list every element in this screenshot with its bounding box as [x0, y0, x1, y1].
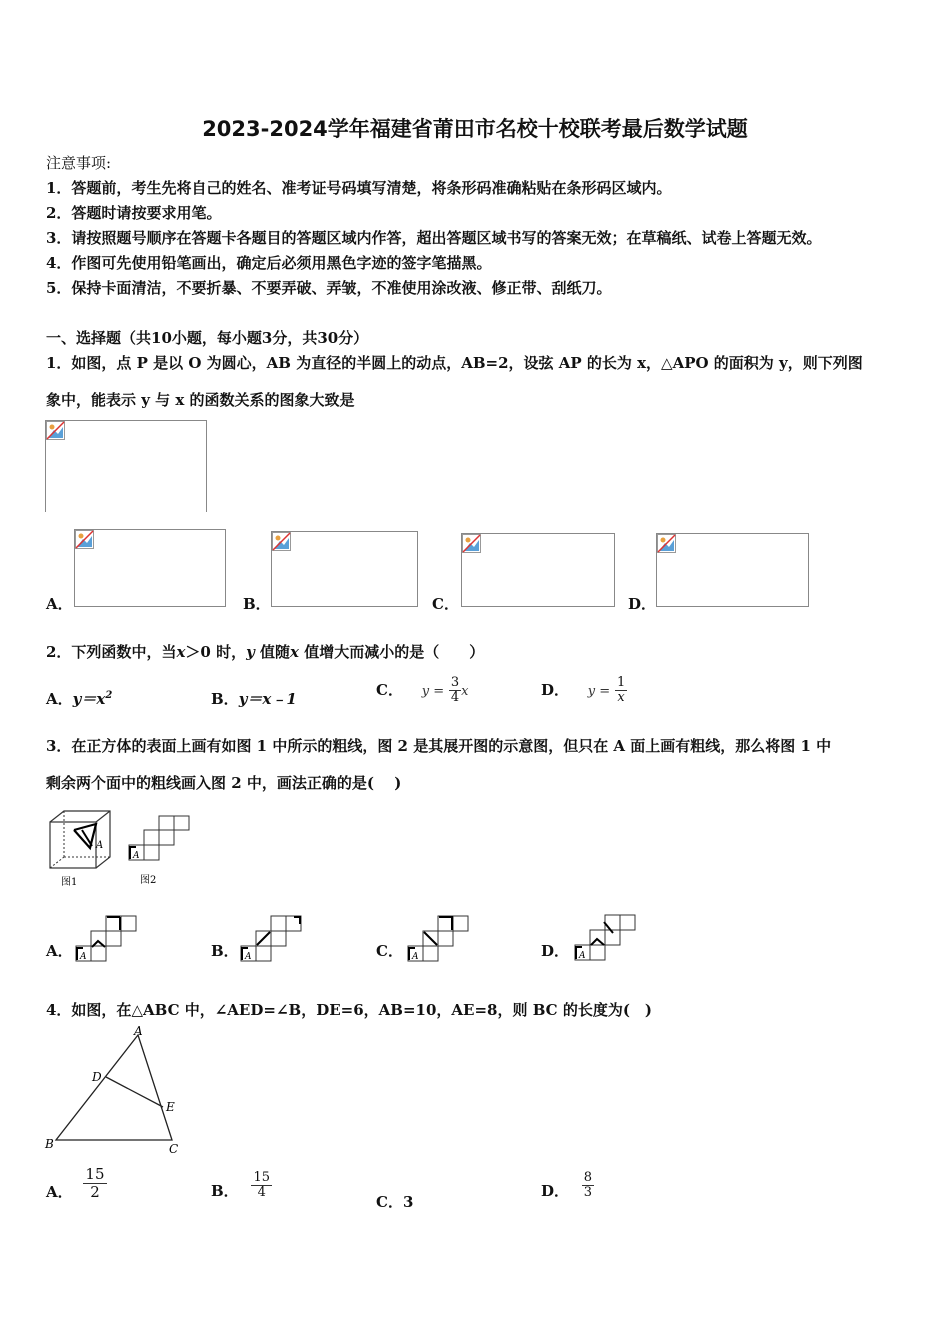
q1-stem-line1: 1．如图，点 P 是以 O 为圆心，AB 为直径的半圆上的动点，AB=2，设弦 AP 的长为 x，△APO 的面积为 y，则下列图	[46, 354, 863, 372]
q3-option-d-label: D．	[541, 942, 570, 960]
q3-stem-line1: 3．在正方体的表面上画有如图 1 中所示的粗线，图 2 是其展开图的示意图，但只在 A 面上画有粗线，那么将图 1 中	[46, 737, 832, 755]
svg-text:A: A	[245, 952, 252, 962]
svg-text:A: A	[80, 952, 87, 962]
section-heading: 一、选择题（共10小题，每小题3分，共30分）	[46, 329, 369, 347]
broken-image-icon	[46, 421, 65, 440]
q1-option-d-image	[656, 533, 809, 607]
q2-option-c: C． y = $\frac{3}{4}$ x	[376, 675, 469, 706]
svg-text:B: B	[45, 1137, 54, 1151]
svg-text:A: A	[133, 851, 140, 861]
q4-option-c: C．3	[376, 1193, 414, 1211]
q2-option-d: D． y = $\frac{1}{x}$	[541, 675, 626, 706]
q1-stem-line2: 象中，能表示 y 与 x 的函数关系的图象大致是	[46, 391, 355, 409]
svg-text:图2: 图2	[140, 875, 157, 886]
q3-option-c-figure	[406, 914, 470, 962]
notice-item-2: 2．答题时请按要求用笔。	[46, 204, 222, 222]
broken-image-icon	[272, 532, 291, 551]
q1-option-d-label: D．	[628, 595, 657, 613]
q3-option-d-figure	[573, 911, 637, 961]
broken-image-icon	[75, 530, 94, 549]
q4-stem: 4．如图，在△ABC 中，∠AED=∠B，DE=6，AB=10，AE=8，则 BC 的长度为( )	[46, 1001, 653, 1019]
q3-option-b-label: B．	[211, 942, 239, 960]
q4-option-b: B． $\frac{15}{4}$	[211, 1170, 271, 1201]
svg-text:A: A	[96, 840, 104, 851]
svg-text:图1: 图1	[61, 877, 78, 888]
notice-item-1: 1．答题前，考生先将自己的姓名、准考证号码填写清楚，将条形码准确粘贴在条形码区域内。	[46, 179, 672, 197]
q2-option-b: B．y＝x﹣1	[211, 690, 297, 708]
q3-option-b-figure	[239, 914, 303, 962]
notice-heading: 注意事项:	[46, 154, 112, 172]
q4-option-d: D． $\frac{8}{3}$	[541, 1170, 593, 1201]
q3-option-a-label: A．	[46, 942, 73, 960]
broken-image-icon	[657, 534, 676, 553]
q4-triangle-figure	[42, 1025, 190, 1157]
q4-option-a: A． $\frac{15}{2}$	[46, 1165, 105, 1201]
broken-image-icon	[462, 534, 481, 553]
q3-stem-line2: 剩余两个面中的粗线画入图 2 中，画法正确的是( )	[46, 774, 402, 792]
q1-option-a-label: A．	[46, 595, 73, 613]
svg-text:C: C	[169, 1142, 179, 1156]
page-title: 2023-2024学年福建省莆田市名校十校联考最后数学试题	[202, 117, 748, 141]
svg-text:E: E	[166, 1100, 175, 1114]
notice-item-4: 4．作图可先使用铅笔画出，确定后必须用黑色字迹的签字笔描黑。	[46, 254, 492, 272]
q1-figure-image	[45, 420, 207, 512]
q1-option-c-image	[461, 533, 615, 607]
svg-text:A: A	[134, 1025, 143, 1038]
q3-net-figure	[126, 815, 192, 890]
q3-cube-figure	[46, 808, 118, 890]
q3-option-a-figure	[74, 914, 138, 962]
svg-text:A: A	[412, 952, 419, 962]
q1-option-b-image	[271, 531, 418, 607]
q2-stem: 2．下列函数中，当x＞0 时，y 值随x 值增大而减小的是（ ）	[46, 643, 485, 661]
svg-text:D: D	[92, 1070, 102, 1084]
notice-item-3: 3．请按照题号顺序在答题卡各题目的答题区域内作答，超出答题区域书写的答案无效；在草稿纸、试卷上答题无效。	[46, 229, 822, 247]
notice-item-5: 5．保持卡面清洁，不要折暴、不要弄破、弄皱，不准使用涂改液、修正带、刮纸刀。	[46, 279, 612, 297]
q1-option-a-image	[74, 529, 226, 607]
svg-text:A: A	[579, 951, 586, 961]
q2-option-a: A．$y=x^2$	[46, 690, 113, 708]
q3-option-c-label: C．	[376, 942, 403, 960]
q1-option-c-label: C．	[432, 595, 459, 613]
q1-option-b-label: B．	[243, 595, 271, 613]
